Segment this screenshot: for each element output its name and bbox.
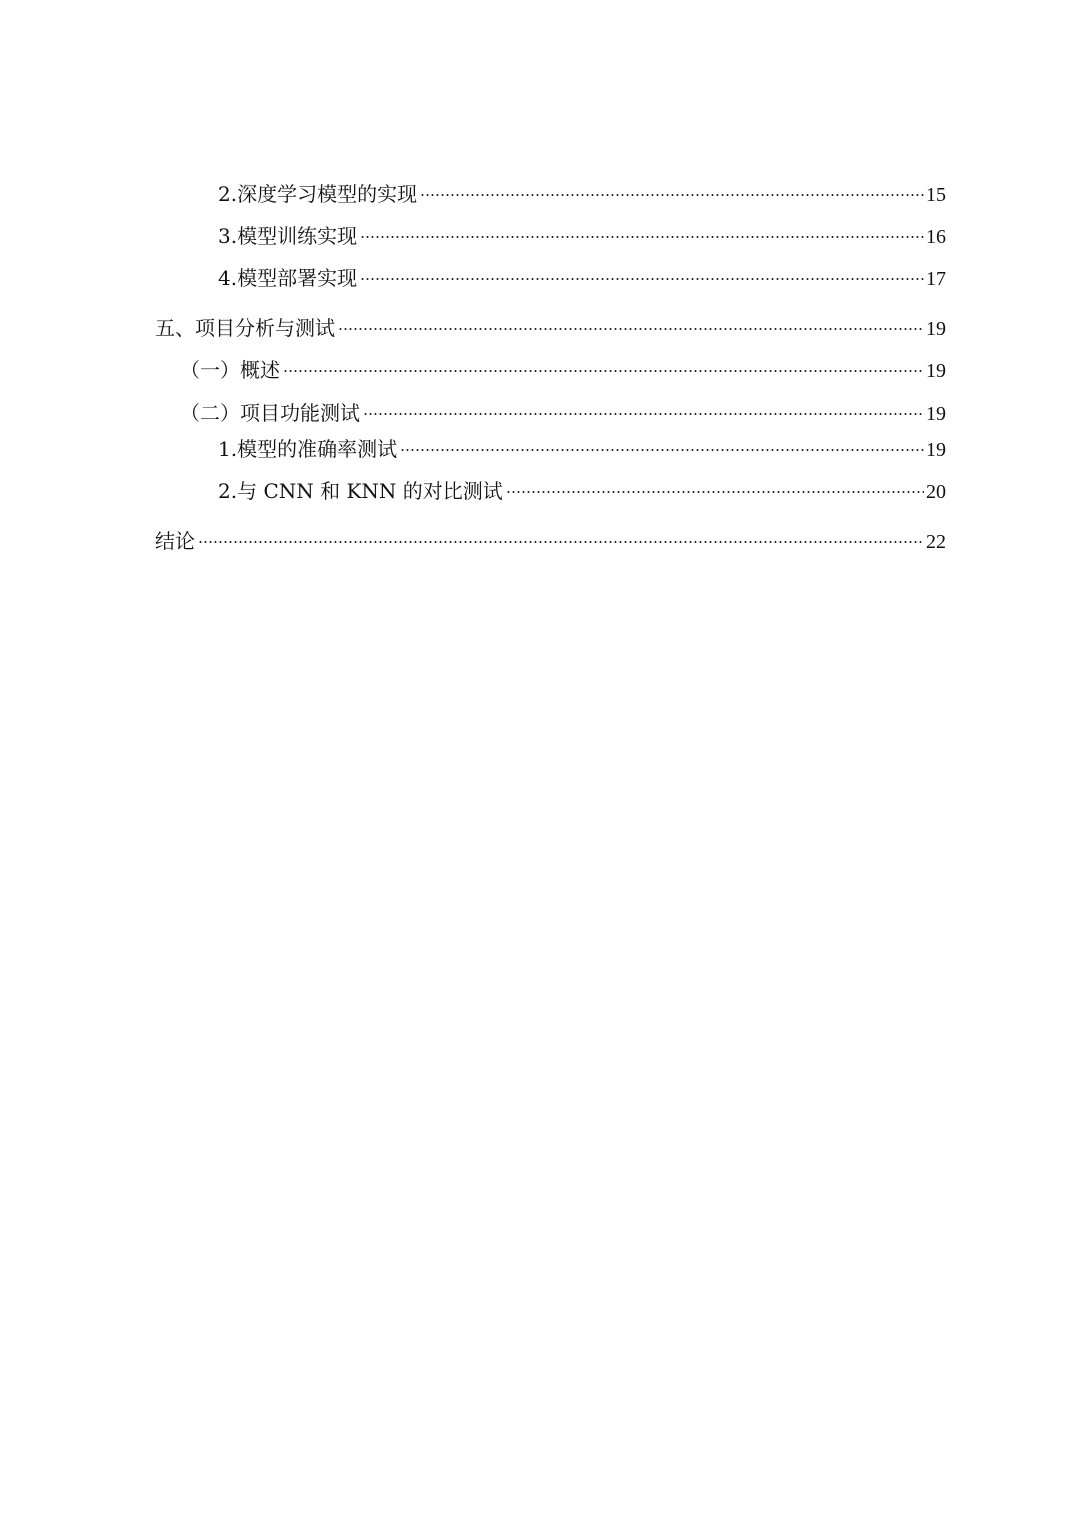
toc-dot-leader xyxy=(198,541,924,543)
toc-entry-page-number: 22 xyxy=(926,531,946,553)
toc-entry-title: （一）概述 xyxy=(180,358,280,382)
toc-entry-page-number: 15 xyxy=(926,184,946,206)
toc-entry-page-number: 19 xyxy=(926,318,946,340)
toc-entry-page-number: 19 xyxy=(926,439,946,461)
toc-dot-leader xyxy=(363,413,924,415)
toc-entry-title: 五、项目分析与测试 xyxy=(155,316,335,340)
toc-entry-function-testing[interactable] xyxy=(180,398,946,428)
toc-dot-leader xyxy=(400,449,924,451)
toc-entry-title: 4.模型部署实现 xyxy=(218,266,358,290)
toc-entry-title: 1.模型的准确率测试 xyxy=(218,437,398,461)
toc-entry-page-number: 20 xyxy=(926,481,946,503)
toc-entry-deep-learning-model[interactable] xyxy=(218,179,946,209)
toc-entry-conclusion[interactable] xyxy=(155,526,946,556)
toc-dot-leader xyxy=(506,491,924,493)
toc-dot-leader xyxy=(420,194,924,196)
toc-entry-title: 2.深度学习模型的实现 xyxy=(218,182,418,206)
toc-entry-page-number: 17 xyxy=(926,268,946,290)
toc-entry-title: （二）项目功能测试 xyxy=(180,401,360,425)
toc-entry-accuracy-test[interactable] xyxy=(218,434,946,464)
toc-dot-leader xyxy=(283,370,924,372)
toc-entry-title: 2.与 CNN 和 KNN 的对比测试 xyxy=(218,479,503,503)
toc-entry-model-training[interactable] xyxy=(218,221,946,251)
toc-entry-comparison-test[interactable] xyxy=(218,476,946,506)
toc-entry-chapter-five[interactable] xyxy=(155,313,946,343)
toc-entry-page-number: 19 xyxy=(926,360,946,382)
toc-entry-page-number: 16 xyxy=(926,226,946,248)
toc-entry-page-number: 19 xyxy=(926,403,946,425)
toc-dot-leader xyxy=(360,236,924,238)
toc-entry-overview[interactable] xyxy=(180,355,946,385)
toc-dot-leader xyxy=(338,328,924,330)
toc-entry-title: 3.模型训练实现 xyxy=(218,224,358,248)
toc-entry-model-deployment[interactable] xyxy=(218,263,946,293)
toc-entry-title: 结论 xyxy=(155,529,195,553)
toc-dot-leader xyxy=(360,278,924,280)
